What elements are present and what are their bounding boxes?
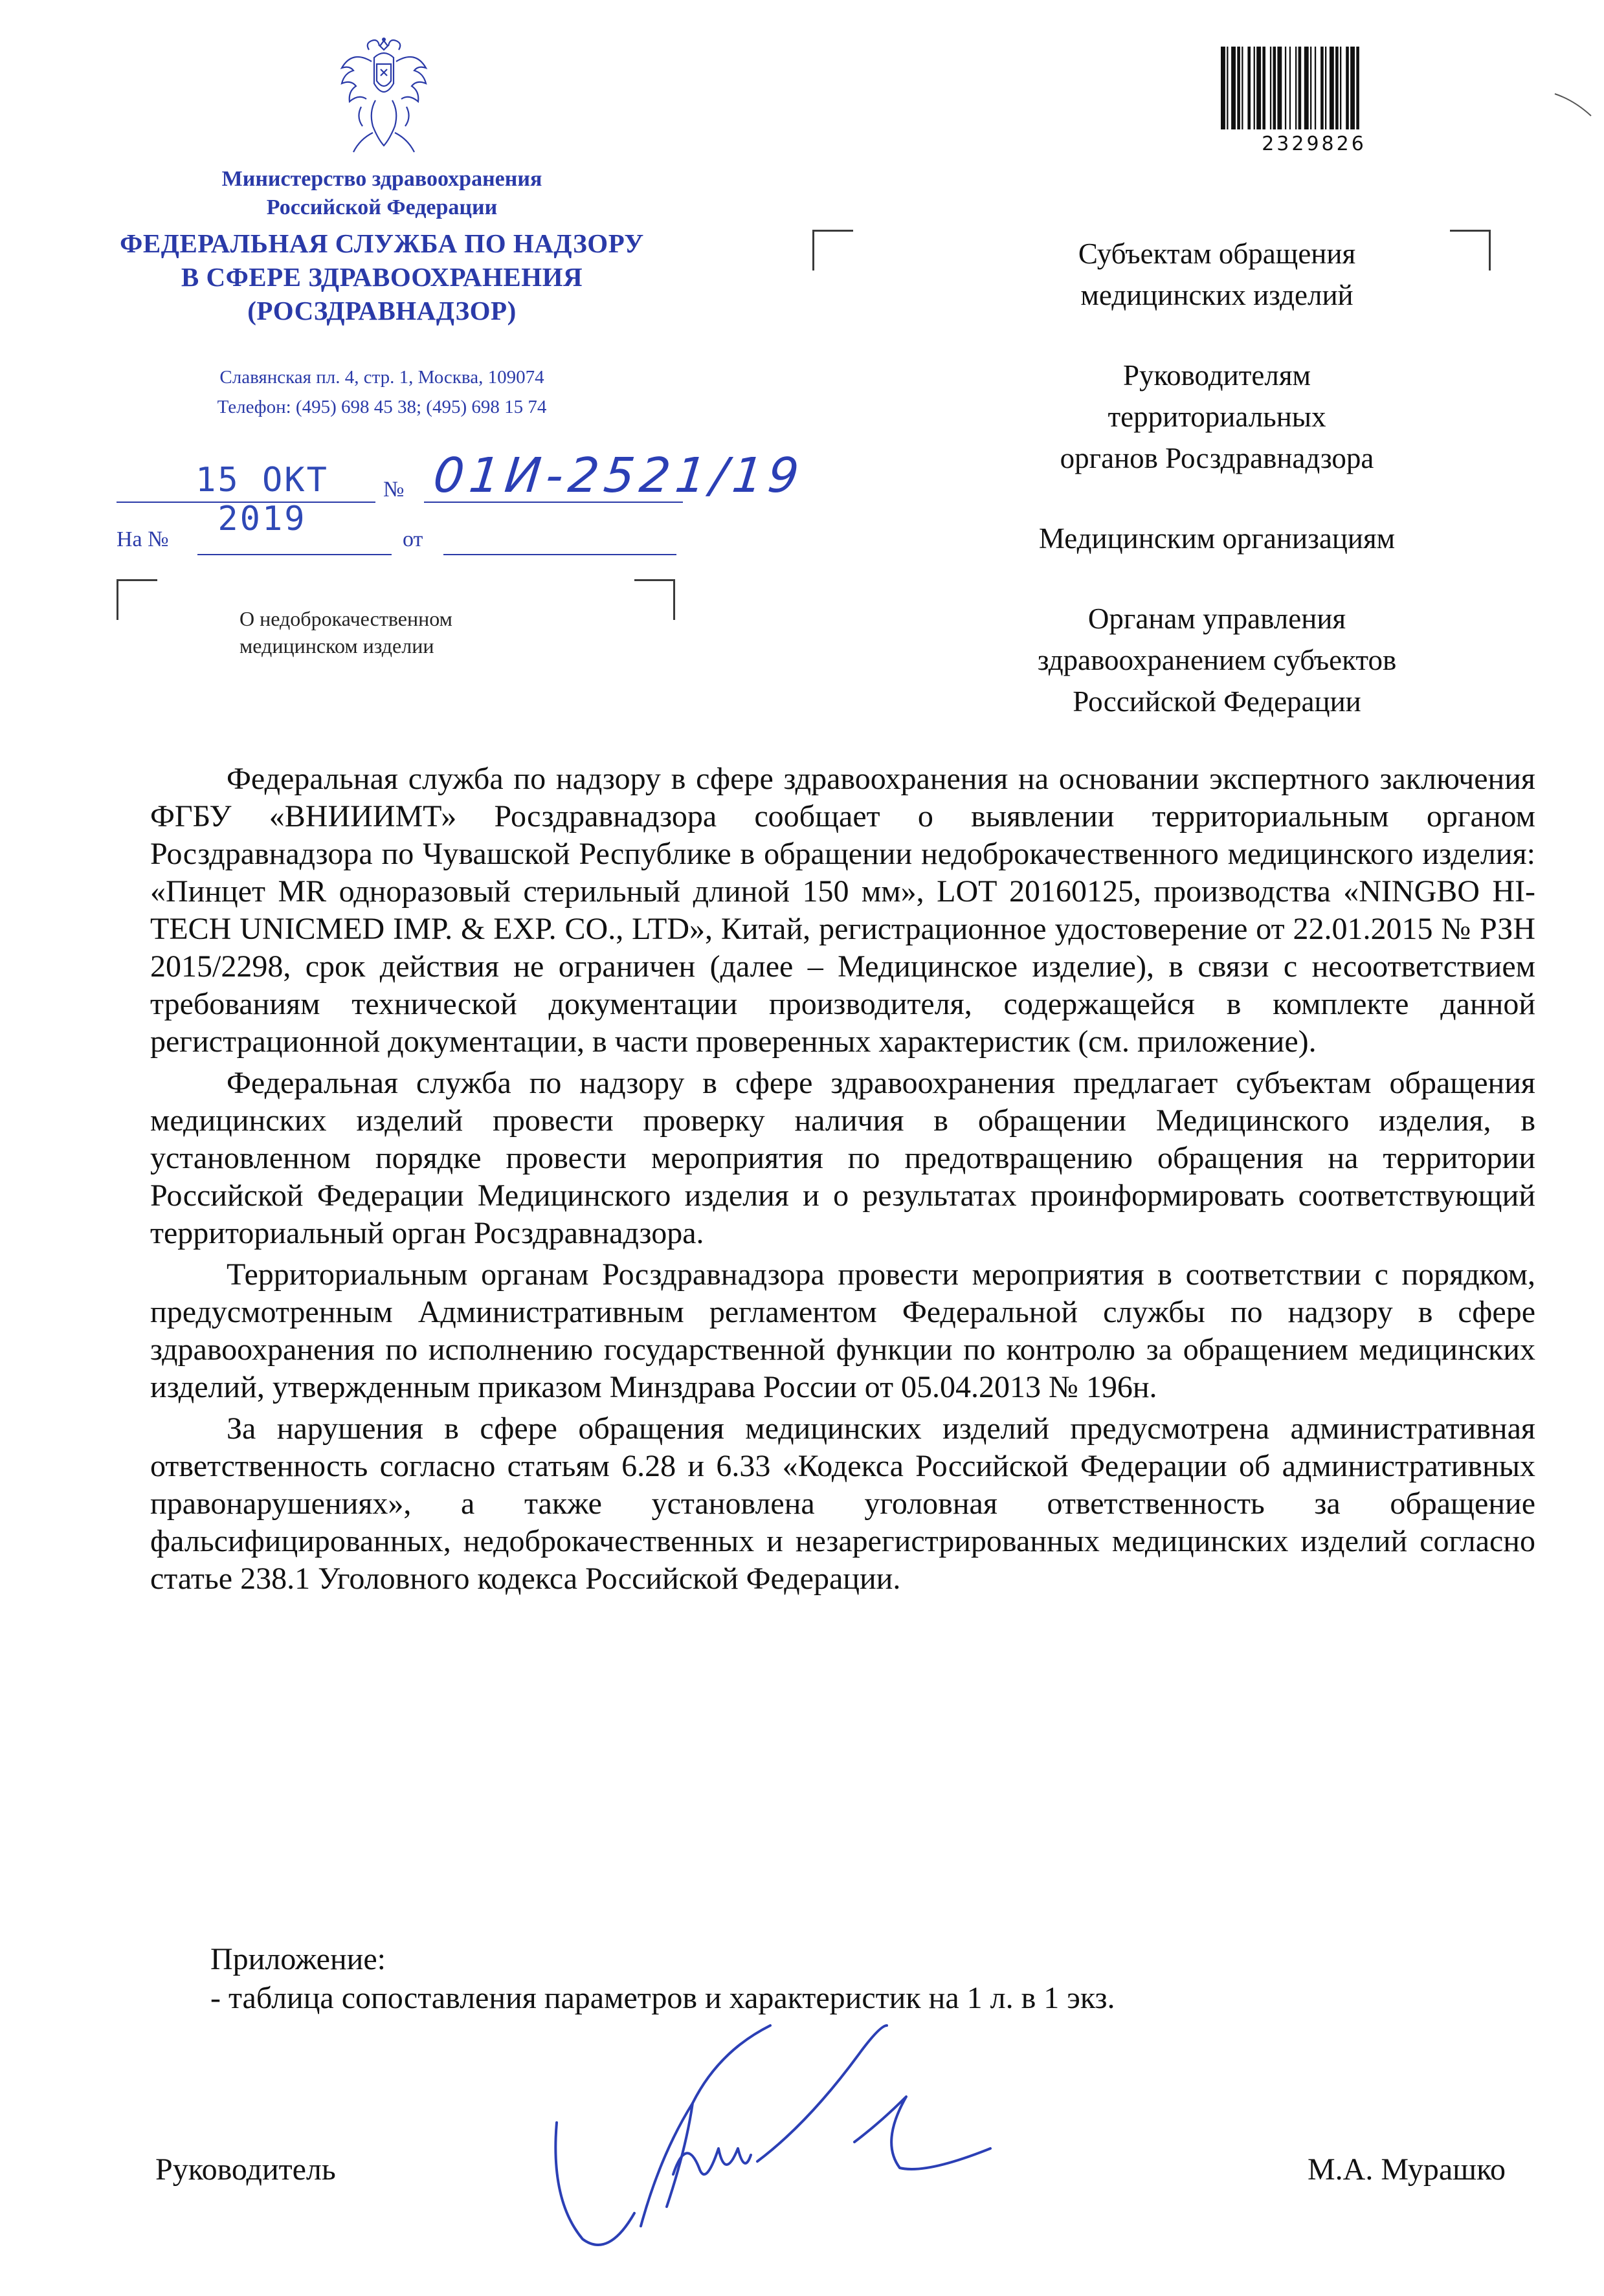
addressee-corner-left bbox=[812, 230, 853, 270]
address-line: Славянская пл. 4, стр. 1, Москва, 109074 bbox=[219, 367, 544, 388]
ministry-line-1: Министерство здравоохранения bbox=[221, 167, 542, 191]
subject-line-2: медицинском изделии bbox=[239, 634, 434, 657]
service-name bbox=[91, 226, 673, 327]
subject-corner-right bbox=[634, 579, 675, 620]
appendix bbox=[210, 1940, 1505, 2018]
scan-mark-icon bbox=[1554, 87, 1592, 120]
barcode-number: 2329826 bbox=[1262, 133, 1366, 155]
service-line-2: В СФЕРЕ ЗДРАВООХРАНЕНИЯ bbox=[181, 262, 583, 292]
body-paragraph-4: За нарушения в сфере обращения медицинских изделий предусмотрена административная ответственность согласно статьям 6.28 и 6.33 «Кодекса Российской Федерации об административных правонарушениях», а также установлена уголовная ответственность за обращение фальсифицированных, недоброкачественных и незарегистрированных медицинских изделий согласно статье 238.1 Уголовного кодекса Российской Федерации. bbox=[150, 1411, 1535, 1596]
body-paragraph-3: Территориальным органам Росздравнадзора провести мероприятия в соответствии с порядком, предусмотренным Административным регламентом Федеральной службы по надзору в сфере здравоохранения по исполнению государственной функции по контролю за обращением медицинских изделий, утвержденным приказом Минздрава России от 05.04.2013 № 196н. bbox=[150, 1257, 1535, 1404]
coat-of-arms-icon bbox=[335, 36, 432, 159]
phone-line: Телефон: (495) 698 45 38; (495) 698 15 74 bbox=[217, 397, 547, 417]
addressee-group-1 bbox=[893, 233, 1541, 316]
signer-name: М.А. Мурашко bbox=[1308, 2152, 1506, 2187]
letter-body bbox=[150, 760, 1535, 1602]
addressee-group-3 bbox=[893, 518, 1541, 559]
body-paragraph-2: Федеральная служба по надзору в сфере здравоохранения предлагает субъектам обращения медицинских изделий провести проверку наличия в обращении Медицинского изделия, в установленном порядке провести мероприятия по предотвращению обращения на территории Российской Федерации Медицинского изделия и о результатах проинформировать соответствующий территориальный орган Росздравнадзора. bbox=[150, 1066, 1535, 1250]
addressees bbox=[893, 233, 1541, 761]
ministry-line-2: Российской Федерации bbox=[266, 195, 498, 219]
registration-number: 01И-2521/19 bbox=[430, 448, 807, 503]
service-line-1: ФЕДЕРАЛЬНАЯ СЛУЖБА ПО НАДЗОРУ bbox=[120, 228, 644, 258]
reference-date-label: от bbox=[403, 527, 423, 551]
number-underline bbox=[424, 502, 683, 503]
appendix-item: - таблица сопоставления параметров и характеристик на 1 л. в 1 экз. bbox=[210, 1981, 1115, 2015]
addressee-group-2 bbox=[893, 355, 1541, 479]
reference-number-line bbox=[197, 554, 392, 555]
ministry-name bbox=[129, 165, 634, 222]
addressee-line: Руководителям bbox=[1123, 359, 1311, 392]
registration-date-stamp: 15 ОКТ 2019 bbox=[195, 461, 329, 538]
appendix-title: Приложение: bbox=[210, 1942, 386, 1976]
reference-date-line bbox=[443, 554, 676, 555]
number-label: № bbox=[383, 478, 405, 502]
service-line-3: (РОСЗДРАВНАДЗОР) bbox=[247, 296, 517, 326]
addressee-line: территориальных bbox=[1108, 401, 1326, 433]
letter-subject bbox=[239, 605, 589, 659]
subject-corner-left bbox=[117, 579, 157, 620]
addressee-line: здравоохранением субъектов bbox=[1037, 644, 1397, 676]
addressee-line: медицинских изделий bbox=[1080, 279, 1353, 311]
signer-title: Руководитель bbox=[155, 2152, 336, 2187]
addressee-line: органов Росздравнадзора bbox=[1060, 442, 1374, 474]
reference-number-label: На № bbox=[117, 527, 169, 551]
addressee-group-4 bbox=[893, 598, 1541, 722]
date-underline bbox=[117, 502, 375, 503]
subject-line-1: О недоброкачественном bbox=[239, 607, 452, 630]
handwritten-signature bbox=[544, 2013, 1036, 2258]
barcode-icon bbox=[1217, 47, 1411, 131]
addressee-line: Медицинским организациям bbox=[1038, 522, 1396, 555]
addressee-line: Российской Федерации bbox=[1073, 685, 1361, 718]
body-paragraph-1: Федеральная служба по надзору в сфере здравоохранения на основании экспертного заключения ФГБУ «ВНИИИМТ» Росздравнадзора сообщает о выявлении территориальным органом Росздравнадзора по Чувашской Республике в обращении недоброкачественного медицинского изделия: «Пинцет MR одноразовый стерильный длиной 150 мм», LOT 20160125, производства «NINGBO HI-TECH UNICMED IMP. & EXP. CO., LTD», Китай, регистрационное удостоверение от 22.01.2015 № РЗН 2015/2298, срок действия не ограничен (далее – Медицинское изделие), в связи с несоответствием требованиям технической документации производителя, содержащейся в комплекте данной регистрационной документации, в части проверенных характеристик (см. приложение). bbox=[150, 762, 1535, 1059]
service-address bbox=[129, 362, 634, 422]
addressee-line: Субъектам обращения bbox=[1078, 237, 1356, 270]
addressee-line: Органам управления bbox=[1087, 602, 1346, 635]
